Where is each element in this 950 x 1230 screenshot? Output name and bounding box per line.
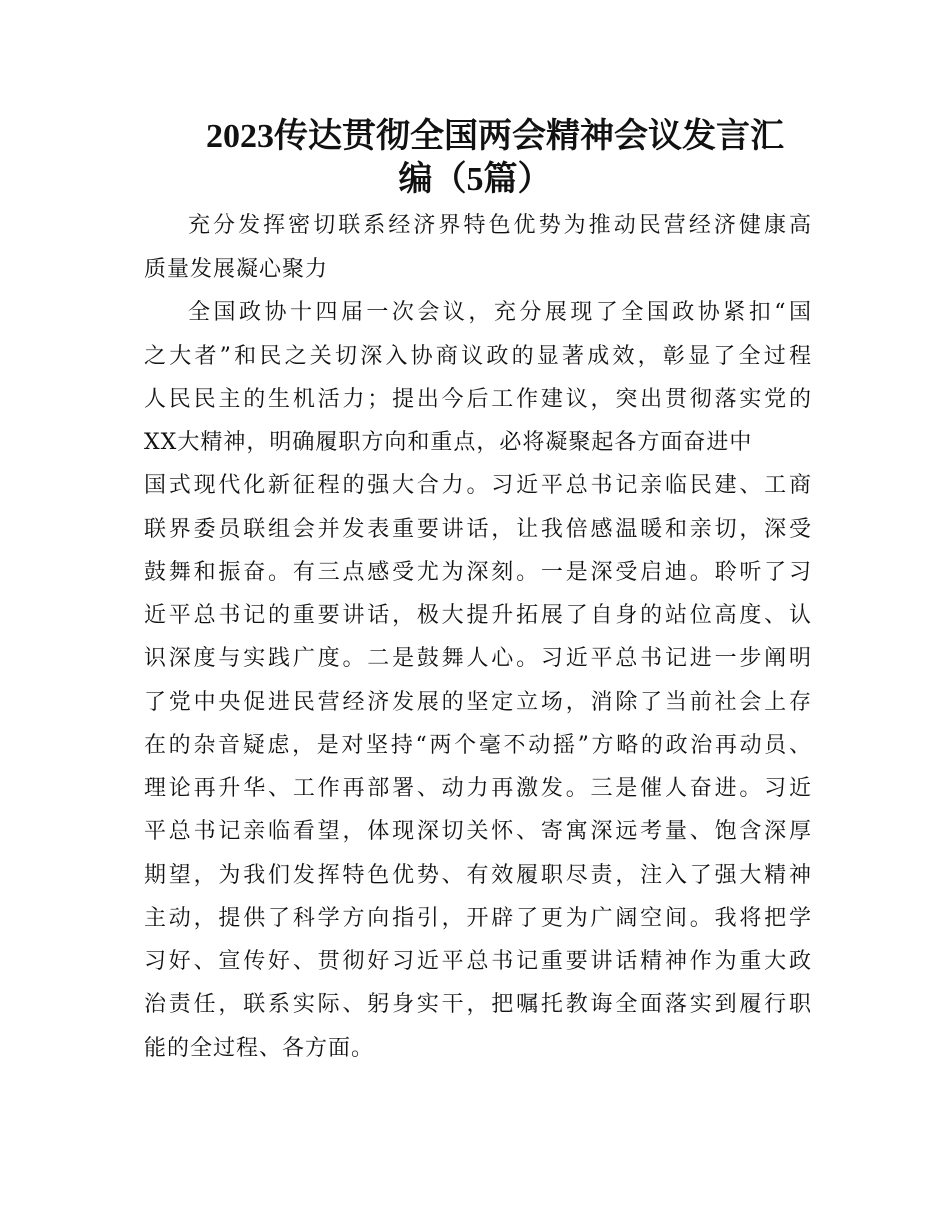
paragraph-line: 平总书记亲临看望，体现深切关怀、寄寓深远考量、饱含深厚 <box>144 819 812 844</box>
paragraph-line: 近平总书记的重要讲话，极大提升拓展了自身的站位高度、认 <box>144 603 812 628</box>
paragraph-line: 治责任，联系实际、躬身实干，把嘱托教诲全面落实到履行职 <box>144 992 812 1017</box>
paragraph-line: 国式现代化新征程的强大合力。习近平总书记亲临民建、工商 <box>144 473 812 498</box>
paragraph-line: 之大者”和民之关切深入协商议政的显著成效，彰显了全过程 <box>144 344 812 369</box>
subtitle-line-1: 充分发挥密切联系经济界特色优势为推动民营经济健康高 <box>188 213 812 238</box>
paragraph-line: 了党中央促进民营经济发展的坚定立场，消除了当前社会上存 <box>144 690 812 715</box>
paragraph-line: 能的全过程、各方面。 <box>144 1036 375 1061</box>
paragraph-line: 联界委员联组会并发表重要讲话，让我倍感温暖和亲切，深受 <box>144 517 812 542</box>
paragraph-line: 全国政协十四届一次会议，充分展现了全国政协紧扣“国 <box>188 300 812 325</box>
paragraph-line: 主动，提供了科学方向指引，开辟了更为广阔空间。我将把学 <box>144 906 812 931</box>
paragraph-line: 习好、宣传好、贯彻好习近平总书记重要讲话精神作为重大政 <box>144 949 812 974</box>
paragraph-line: 识深度与实践广度。二是鼓舞人心。习近平总书记进一步阐明 <box>144 646 812 671</box>
paragraph-line: 期望，为我们发挥特色优势、有效履职尽责，注入了强大精神 <box>144 863 812 888</box>
paragraph-line: 人民民主的生机活力；提出今后工作建议，突出贯彻落实党的 <box>144 387 812 412</box>
subtitle-line-2: 质量发展凝心聚力 <box>144 257 329 282</box>
paragraph-line: 在的杂音疑虑，是对坚持“两个毫不动摇”方略的政治再动员、 <box>144 733 812 758</box>
paragraph-line: 理论再升华、工作再部署、动力再激发。三是催人奋进。习近 <box>144 776 812 801</box>
document-title-line-1: 2023传达贯彻全国两会精神会议发言汇 <box>206 118 784 155</box>
paragraph-line: 鼓舞和振奋。有三点感受尤为深刻。一是深受启迪。聆听了习 <box>144 560 812 585</box>
paragraph-line: XX大精神，明确履职方向和重点，必将凝聚起各方面奋进中 <box>144 430 753 455</box>
document-title-line-2: 编（5篇） <box>398 161 552 198</box>
